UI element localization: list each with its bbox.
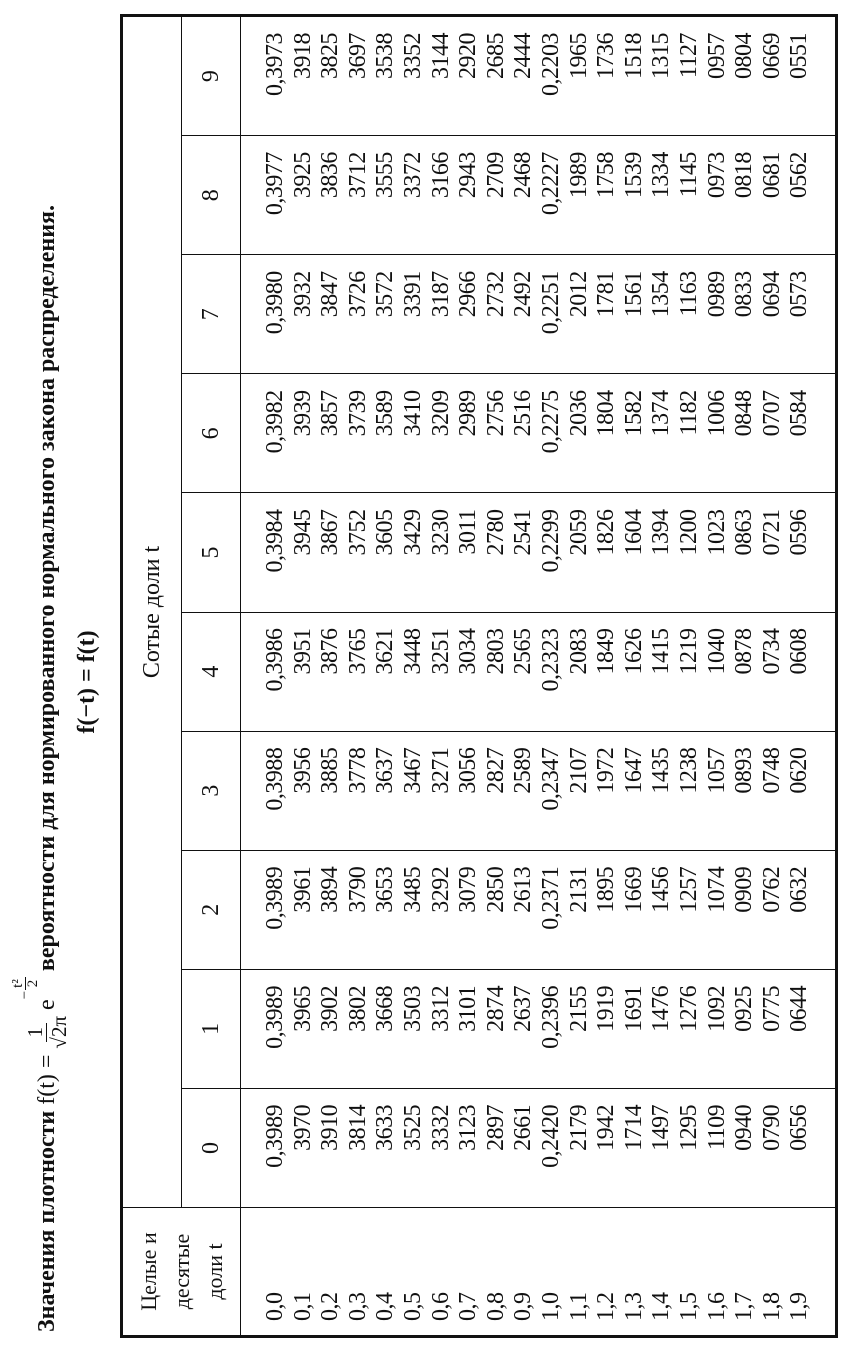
value-column [241,731,836,850]
row-label: 0,5 [400,1292,427,1321]
table-cell: 3011 [455,509,482,555]
table-cell: 3525 [400,1104,427,1151]
table-cell: 2709 [482,152,509,199]
table-cell: 2036 [565,390,592,437]
table-cell: 2827 [482,747,509,794]
table-cell: 0,2347 [538,747,564,811]
table-cell: 3144 [427,33,454,79]
exp-base: e [34,999,60,1010]
table-cell: 3925 [289,152,316,199]
row-label: 0,4 [372,1292,399,1321]
table-cell: 0656 [786,1104,813,1151]
table-cell: 3056 [455,747,482,794]
table-cell: 0573 [786,271,813,318]
value-column [241,374,836,493]
table-cell: 1127 [675,33,702,79]
table-cell: 1163 [675,271,702,317]
table-cell: 3894 [317,866,344,913]
table-cell: 3503 [400,985,427,1032]
value-column [241,850,836,969]
value-column [241,255,836,374]
table-cell: 1238 [675,747,702,794]
column-header: 8 [182,136,241,255]
table-cell: 3485 [400,866,427,913]
table-cell: 3918 [289,33,316,79]
table-cell: 3429 [400,509,427,556]
table-cell: 0620 [786,747,813,794]
table-cell: 3555 [372,152,399,199]
table-cell: 1257 [675,866,702,913]
table-cell: 3621 [372,628,399,675]
table-cell: 0,2251 [538,271,564,335]
value-column [241,612,836,731]
table-cell: 1200 [675,509,702,556]
table-cell: 2920 [455,33,482,79]
table-cell: 0790 [758,1104,785,1151]
table-cell: 0762 [758,866,785,913]
table-cell: 3187 [427,271,454,318]
exponent-denominator: 2 [25,979,41,988]
table-cell: 0562 [786,152,813,199]
value-stack [262,136,814,254]
table-cell: 1456 [648,866,675,913]
table-cell: 3034 [455,628,482,675]
table-cell: 3372 [400,152,427,199]
value-stack [262,255,814,373]
table-cell: 1334 [648,152,675,199]
table-cell: 0596 [786,509,813,556]
table-cell: 3847 [317,271,344,318]
row-labels [262,1208,814,1335]
table-cell: 1604 [620,509,647,556]
table-cell: 3352 [400,33,427,79]
table-cell: 0893 [731,747,758,794]
table-cell: 2107 [565,747,592,794]
table-cell: 2874 [482,985,509,1032]
table-cell: 3752 [344,509,371,556]
table-cell: 0,2275 [538,390,564,454]
column-header: 6 [182,374,241,493]
table-cell: 0925 [731,985,758,1032]
table-cell: 0,2323 [538,628,564,692]
column-header: 1 [182,969,241,1088]
group-header: Сотые доли t [123,17,182,1208]
table-cell: 3572 [372,271,399,318]
table-cell: 3230 [427,509,454,556]
column-header: 5 [182,493,241,612]
table-cell: 3712 [344,152,371,199]
table-cell: 1804 [593,390,620,437]
fraction-denominator: √2π [47,1015,71,1049]
table-cell: 3391 [400,271,427,318]
table-cell: 1394 [648,509,675,556]
table-cell: 0,3989 [262,1104,289,1168]
table-cell: 3778 [344,747,371,794]
table-cell: 2637 [510,985,537,1032]
row-label: 1,6 [703,1292,730,1321]
formula-lhs: f(t) = [34,1054,60,1105]
density-formula [10,977,71,1105]
table-cell: 2516 [510,390,537,437]
table-cell: 1647 [620,747,647,794]
value-stack [262,851,814,969]
table-cell: 3312 [427,985,454,1032]
table-cell: 0,2227 [538,152,564,216]
table-cell: 3961 [289,866,316,913]
table-cell: 0694 [758,271,785,318]
table-cell: 0,3982 [262,390,289,454]
title-suffix: вероятности для нормированного нормального закона распределения. [34,204,60,972]
table-cell: 1435 [648,747,675,794]
density-table-frame [120,14,838,1338]
table-cell: 3970 [289,1104,316,1151]
table-cell: 3448 [400,628,427,675]
corner-header [123,1208,241,1336]
table-cell: 1561 [620,271,647,318]
table-cell: 0,3989 [262,985,289,1049]
table-row [241,17,836,1336]
table-cell: 0973 [703,152,730,199]
table-cell: 3857 [317,390,344,437]
table-cell: 2444 [510,33,537,79]
table-cell: 3965 [289,985,316,1032]
table-cell: 0848 [731,390,758,437]
table-cell: 3292 [427,866,454,913]
column-header: 9 [182,17,241,136]
table-cell: 2059 [565,509,592,556]
table-cell: 2541 [510,509,537,556]
table-cell: 3765 [344,628,371,675]
table-cell: 3910 [317,1104,344,1151]
table-cell: 3697 [344,33,371,79]
table-cell: 1497 [648,1104,675,1151]
table-cell: 1145 [675,152,702,198]
table-cell: 2083 [565,628,592,675]
table-cell: 0681 [758,152,785,199]
corner-line: доли t [202,1243,227,1300]
table-cell: 3802 [344,985,371,1032]
table-cell: 2012 [565,271,592,318]
table-cell: 2756 [482,390,509,437]
row-label: 0,3 [344,1292,371,1321]
table-cell: 0748 [758,747,785,794]
table-cell: 1374 [648,390,675,437]
table-cell: 3271 [427,747,454,794]
table-cell: 2966 [455,271,482,318]
table-cell: 0775 [758,985,785,1032]
table-cell: 3790 [344,866,371,913]
subtitle-symmetry: f(−t) = f(t) [74,630,100,734]
table-cell: 3867 [317,509,344,556]
table-cell: 2613 [510,866,537,913]
table-cell: 3739 [344,390,371,437]
table-cell: 0669 [758,33,785,79]
row-label: 0,7 [455,1292,482,1321]
table-cell: 3079 [455,866,482,913]
table-cell: 0909 [731,866,758,913]
table-cell: 0,3988 [262,747,289,811]
table-cell: 3467 [400,747,427,794]
row-label: 1,1 [565,1292,592,1321]
value-column [241,493,836,612]
table-cell: 2589 [510,747,537,794]
table-cell: 1295 [675,1104,702,1151]
table-cell: 0,3986 [262,628,289,692]
table-cell: 3956 [289,747,316,794]
table-cell: 3166 [427,152,454,199]
table-cell: 0,3989 [262,866,289,930]
table-cell: 0,3973 [262,33,289,96]
column-header: 3 [182,731,241,850]
row-label: 0,9 [510,1292,537,1321]
table-cell: 3932 [289,271,316,318]
table-cell: 1219 [675,628,702,675]
table-cell: 0632 [786,866,813,913]
corner-line: десятые [169,1233,194,1310]
table-cell: 3410 [400,390,427,437]
table-cell: 3902 [317,985,344,1032]
table-cell: 0940 [731,1104,758,1151]
value-stack [262,613,814,731]
table-cell: 3209 [427,390,454,437]
exponent-minus: − [17,990,33,1000]
row-label: 1,4 [648,1292,675,1321]
table-cell: 3633 [372,1104,399,1151]
table-cell: 0,2299 [538,509,564,573]
column-header: 2 [182,850,241,969]
table-cell: 0,2203 [538,33,564,96]
value-column [241,969,836,1088]
table-cell: 3814 [344,1104,371,1151]
table-cell: 1040 [703,628,730,675]
table-cell: 3668 [372,985,399,1032]
row-labels-cell [241,1208,836,1336]
value-column [241,1088,836,1207]
exponent-numerator: t² [10,979,26,988]
table-cell: 1758 [593,152,620,199]
table-cell: 3605 [372,509,399,556]
table-cell: 3951 [289,628,316,675]
table-cell: 1942 [593,1104,620,1151]
table-cell: 0989 [703,271,730,318]
title-line [10,204,71,1332]
table-cell: 1965 [565,33,592,79]
table-cell: 1989 [565,152,592,199]
table-cell: 2850 [482,866,509,913]
table-cell: 1518 [620,33,647,79]
value-column [241,136,836,255]
table-cell: 2468 [510,152,537,199]
column-header: 4 [182,612,241,731]
table-cell: 1315 [648,33,675,79]
table-cell: 1057 [703,747,730,794]
table-cell: 1972 [593,747,620,794]
table-cell: 2492 [510,271,537,318]
table-cell: 3726 [344,271,371,318]
row-label: 1,7 [731,1292,758,1321]
table-cell: 1476 [648,985,675,1032]
table-cell: 0,2371 [538,866,564,930]
row-label: 0,1 [289,1292,316,1321]
value-stack [262,732,814,850]
table-cell: 1919 [593,985,620,1032]
table-cell: 0878 [731,628,758,675]
table-cell: 0,2420 [538,1104,564,1168]
row-label: 0,8 [482,1292,509,1321]
table-cell: 3101 [455,985,482,1032]
table-cell: 3876 [317,628,344,675]
table-cell: 0833 [731,271,758,318]
table-cell: 3538 [372,33,399,79]
table-cell: 0957 [703,33,730,79]
table-cell: 0608 [786,628,813,675]
table-cell: 3825 [317,33,344,79]
row-label: 1,9 [786,1292,813,1321]
table-cell: 1182 [675,390,702,436]
table-cell: 0734 [758,628,785,675]
table-cell: 3332 [427,1104,454,1151]
table-cell: 1826 [593,509,620,556]
table-cell: 2989 [455,390,482,437]
table-cell: 3939 [289,390,316,437]
table-cell: 0,3977 [262,152,289,216]
table-cell: 3637 [372,747,399,794]
value-stack [262,493,814,611]
table-cell: 2685 [482,33,509,79]
table-cell: 1781 [593,271,620,318]
table-cell: 0584 [786,390,813,437]
table-cell: 1691 [620,985,647,1032]
table-cell: 0721 [758,509,785,556]
table-cell: 0,2396 [538,985,564,1049]
table-cell: 1669 [620,866,647,913]
table-cell: 2565 [510,628,537,675]
table-cell: 1276 [675,985,702,1032]
corner-line: Целые и [136,1232,161,1311]
table-cell: 1895 [593,866,620,913]
table-cell: 2897 [482,1104,509,1151]
row-label: 1,8 [758,1292,785,1321]
table-cell: 0818 [731,152,758,199]
table-cell: 1415 [648,628,675,675]
table-cell: 1006 [703,390,730,437]
table-cell: 2732 [482,271,509,318]
table-cell: 3123 [455,1104,482,1151]
table-cell: 0804 [731,33,758,79]
density-table [122,16,836,1336]
table-cell: 1714 [620,1104,647,1151]
table-cell: 2155 [565,985,592,1032]
row-label: 0,6 [427,1292,454,1321]
table-cell: 1626 [620,628,647,675]
table-cell: 1736 [593,33,620,79]
table-cell: 1582 [620,390,647,437]
formula-fraction [24,1013,71,1052]
column-header-row [182,17,241,1336]
table-cell: 1849 [593,628,620,675]
table-cell: 0863 [731,509,758,556]
row-label: 1,3 [620,1292,647,1321]
table-cell: 0,3984 [262,509,289,573]
table-cell: 0644 [786,985,813,1032]
table-cell: 3589 [372,390,399,437]
value-stack [262,970,814,1088]
table-cell: 3653 [372,866,399,913]
table-cell: 1092 [703,985,730,1032]
table-cell: 0,3980 [262,271,289,335]
table-cell: 2179 [565,1104,592,1151]
table-cell: 1023 [703,509,730,556]
table-cell: 1539 [620,152,647,199]
table-cell: 2131 [565,866,592,913]
table-cell: 3945 [289,509,316,556]
value-stack [262,17,814,135]
table-cell: 3251 [427,628,454,675]
table-cell: 0707 [758,390,785,437]
row-label: 0,2 [317,1292,344,1321]
table-cell: 0551 [786,33,813,79]
column-header: 7 [182,255,241,374]
title-block [10,32,118,1332]
table-cell: 3836 [317,152,344,199]
value-stack [262,1089,814,1207]
value-stack [262,374,814,492]
value-column [241,17,836,136]
table-cell: 1074 [703,866,730,913]
table-cell: 2943 [455,152,482,199]
table-cell: 2803 [482,628,509,675]
row-label: 0,0 [262,1292,289,1321]
table-cell: 2661 [510,1104,537,1151]
table-cell: 1109 [703,1104,730,1151]
table-cell: 3885 [317,747,344,794]
row-label: 1,0 [538,1292,564,1321]
title-prefix: Значения плотности [34,1110,60,1332]
table-cell: 2780 [482,509,509,556]
fraction-numerator: 1 [24,1023,47,1042]
row-label: 1,5 [675,1292,702,1321]
table-cell: 1354 [648,271,675,318]
column-header: 0 [182,1088,241,1207]
row-label: 1,2 [593,1292,620,1321]
exponent [11,977,40,999]
